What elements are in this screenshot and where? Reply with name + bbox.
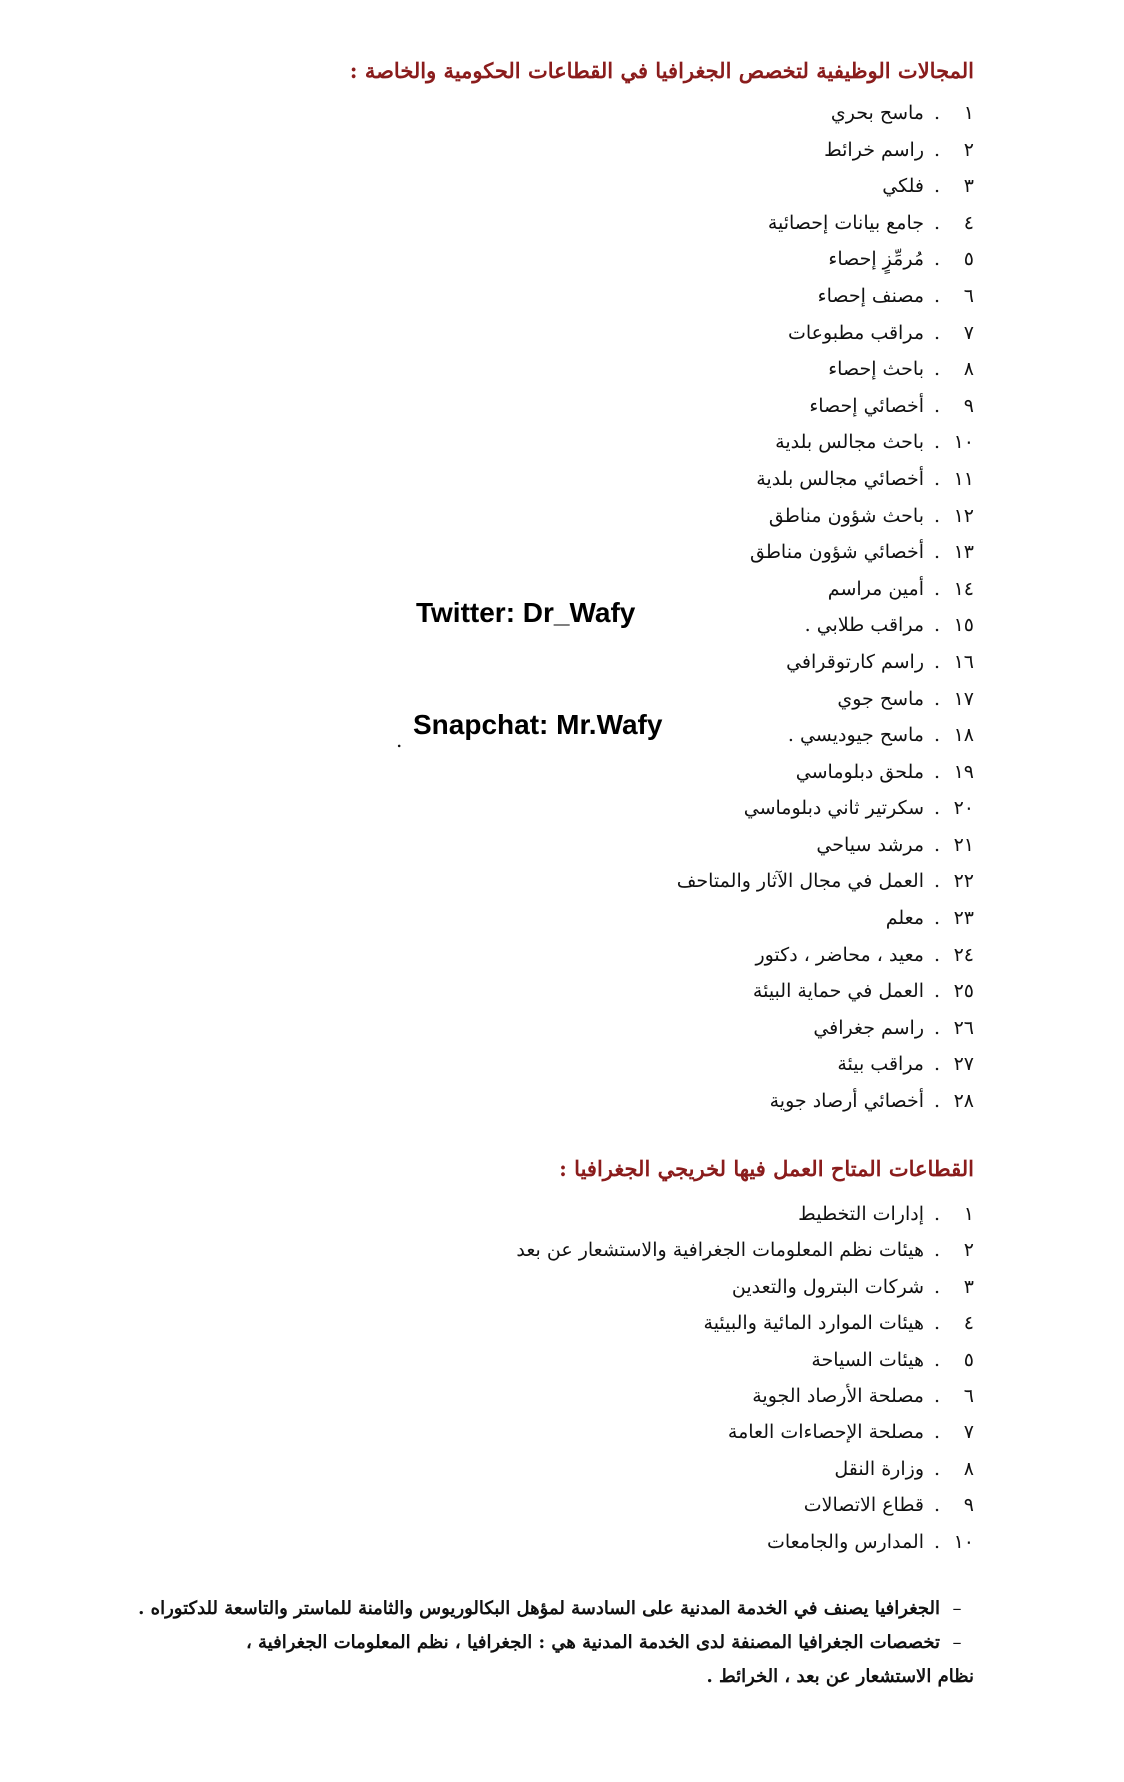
item-number: ١٩ xyxy=(953,760,974,783)
item-number: ١٦ xyxy=(953,650,974,673)
item-number: ٢٢ xyxy=(953,870,974,893)
item-number: ٢٦ xyxy=(953,1016,974,1039)
item-number: ٢٤ xyxy=(953,943,974,966)
item-text: سكرتير ثاني دبلوماسي xyxy=(743,797,924,820)
item-separator: . xyxy=(933,248,941,271)
list-item xyxy=(677,790,974,827)
item-separator: . xyxy=(933,175,941,198)
item-text: باحث شؤون مناطق xyxy=(768,504,924,527)
item-separator: . xyxy=(933,1421,941,1444)
list-item xyxy=(677,168,974,205)
list-item xyxy=(677,498,974,535)
item-text: المدارس والجامعات xyxy=(766,1530,924,1553)
item-number: ٢ xyxy=(963,138,974,161)
item-text: قطاع الاتصالات xyxy=(803,1494,924,1517)
section-2-heading: القطاعات المتاح العمل فيها لخريجي الجغرافيا : xyxy=(559,1156,974,1181)
note-specializations-continued: نظام الاستشعار عن بعد ، الخرائط . xyxy=(706,1666,974,1687)
item-separator: . xyxy=(933,541,941,564)
item-separator: . xyxy=(933,467,941,490)
item-number: ٧ xyxy=(963,321,974,344)
section-1-heading: المجالات الوظيفية لتخصص الجغرافيا في القطاعات الحكومية والخاصة : xyxy=(349,58,974,83)
list-item xyxy=(516,1342,974,1378)
item-separator: . xyxy=(933,1275,941,1298)
item-text: جامع بيانات إحصائية xyxy=(767,211,924,234)
item-separator: . xyxy=(933,1348,941,1371)
list-item xyxy=(677,278,974,315)
list-item xyxy=(516,1305,974,1341)
list-item xyxy=(516,1414,974,1450)
item-number: ٨ xyxy=(963,1457,974,1480)
item-text: مصنف إحصاء xyxy=(817,284,924,307)
item-text: راسم كارتوقرافي xyxy=(786,650,924,673)
item-text: إدارات التخطيط xyxy=(798,1203,924,1225)
item-separator: . xyxy=(933,1457,941,1480)
snapchat-handle: Snapchat: Mr.Wafy xyxy=(413,709,663,740)
item-number: ٥ xyxy=(963,248,974,271)
item-number: ٢٣ xyxy=(953,907,974,930)
item-separator: . xyxy=(933,1016,941,1039)
item-separator: . xyxy=(933,1312,941,1335)
item-number: ١٠ xyxy=(953,1530,974,1553)
stray-dot: . xyxy=(396,728,403,752)
item-text: مصلحة الإحصاءات العامة xyxy=(727,1421,924,1444)
item-number: ٤ xyxy=(963,1312,974,1335)
item-separator: . xyxy=(933,1053,941,1076)
item-text: هيئات نظم المعلومات الجغرافية والاستشعار عن بعد xyxy=(516,1239,924,1262)
item-text: ماسح جوي xyxy=(837,687,924,710)
item-number: ١٨ xyxy=(953,724,974,747)
item-separator: . xyxy=(933,358,941,381)
item-text: شركات البترول والتعدين xyxy=(731,1275,924,1298)
item-number: ١ xyxy=(963,1203,974,1225)
item-text: مراقب بيئة xyxy=(837,1053,924,1076)
sectors-list xyxy=(516,1196,974,1560)
list-item xyxy=(677,607,974,644)
item-number: ٤ xyxy=(963,211,974,234)
item-number: ٩ xyxy=(963,394,974,417)
item-number: ٢٥ xyxy=(953,980,974,1003)
list-item xyxy=(516,1451,974,1487)
item-number: ١٤ xyxy=(953,577,974,600)
list-item xyxy=(677,717,974,754)
item-text: ماسح جيوديسي . xyxy=(787,724,924,747)
item-separator: . xyxy=(933,687,941,710)
item-separator: . xyxy=(933,394,941,417)
item-number: ٢ xyxy=(963,1239,974,1262)
item-number: ٦ xyxy=(963,1384,974,1407)
list-item xyxy=(677,827,974,864)
item-text: راسم جغرافي xyxy=(813,1016,924,1039)
item-text: ماسح بحري xyxy=(830,102,924,124)
item-text: أخصائي شؤون مناطق xyxy=(749,541,924,564)
item-separator: . xyxy=(933,614,941,637)
item-text: مصلحة الأرصاد الجوية xyxy=(752,1384,924,1407)
twitter-handle: Twitter: Dr_Wafy xyxy=(416,597,636,628)
list-item xyxy=(677,937,974,974)
item-number: ٣ xyxy=(963,1275,974,1298)
item-number: ٥ xyxy=(963,1348,974,1371)
item-separator: . xyxy=(933,833,941,856)
list-item xyxy=(677,863,974,900)
item-separator: . xyxy=(933,870,941,893)
job-fields-list xyxy=(677,95,974,1120)
list-item xyxy=(677,754,974,791)
item-text: هيئات السياحة xyxy=(811,1348,924,1371)
item-separator: . xyxy=(933,211,941,234)
list-item xyxy=(516,1269,974,1305)
note-specializations-text: تخصصات الجغرافيا المصنفة لدى الخدمة المدنية هي : الجغرافيا ، نظم المعلومات الجغرافية ، xyxy=(245,1632,940,1653)
list-item xyxy=(677,205,974,242)
item-text: أخصائي أرصاد جوية xyxy=(769,1090,924,1113)
item-separator: . xyxy=(933,1203,941,1225)
list-item xyxy=(677,388,974,425)
item-number: ٢١ xyxy=(953,833,974,856)
item-separator: . xyxy=(933,431,941,454)
item-number: ٣ xyxy=(963,175,974,198)
list-item xyxy=(677,1010,974,1047)
list-item xyxy=(677,1083,974,1120)
item-number: ٨ xyxy=(963,358,974,381)
item-number: ٧ xyxy=(963,1421,974,1444)
note-dash: – xyxy=(952,1598,962,1619)
list-item xyxy=(516,1524,974,1560)
list-item xyxy=(516,1232,974,1268)
item-number: ٢٨ xyxy=(953,1090,974,1113)
item-separator: . xyxy=(933,504,941,527)
item-text: معلم xyxy=(885,907,924,930)
item-separator: . xyxy=(933,943,941,966)
list-item xyxy=(516,1378,974,1414)
list-item xyxy=(677,95,974,132)
item-separator: . xyxy=(933,724,941,747)
item-separator: . xyxy=(933,1384,941,1407)
list-item xyxy=(677,1046,974,1083)
item-separator: . xyxy=(933,102,941,124)
item-number: ١١ xyxy=(953,467,974,490)
item-text: أخصائي إحصاء xyxy=(809,394,924,417)
list-item xyxy=(516,1196,974,1232)
list-item xyxy=(677,644,974,681)
list-item xyxy=(677,973,974,1010)
list-item xyxy=(516,1487,974,1523)
item-number: ١٣ xyxy=(953,541,974,564)
item-separator: . xyxy=(933,577,941,600)
item-separator: . xyxy=(933,1494,941,1517)
item-text: ملحق دبلوماسي xyxy=(795,760,924,783)
list-item xyxy=(677,900,974,937)
item-text: راسم خرائط xyxy=(824,138,924,161)
item-separator: . xyxy=(933,1090,941,1113)
item-text: مراقب طلابي . xyxy=(804,614,924,637)
item-text: العمل في حماية البيئة xyxy=(752,980,924,1003)
item-number: ١ xyxy=(963,102,974,124)
list-item xyxy=(677,681,974,718)
item-text: فلكي xyxy=(882,175,924,198)
list-item xyxy=(677,351,974,388)
note-dash: – xyxy=(952,1632,962,1653)
item-separator: . xyxy=(933,138,941,161)
item-separator: . xyxy=(933,760,941,783)
item-separator: . xyxy=(933,284,941,307)
list-item xyxy=(677,571,974,608)
item-text: هيئات الموارد المائية والبيئية xyxy=(703,1312,924,1335)
item-number: ١٢ xyxy=(953,504,974,527)
item-number: ١٧ xyxy=(953,687,974,710)
item-separator: . xyxy=(933,321,941,344)
list-item xyxy=(677,424,974,461)
item-text: مرشد سياحي xyxy=(816,833,924,856)
note-grade-text: الجغرافيا يصنف في الخدمة المدنية على السادسة لمؤهل البكالوريوس والثامنة للماستر والتاسعة للدكتوراه . xyxy=(138,1598,940,1619)
list-item xyxy=(677,461,974,498)
item-text: باحث مجالس بلدية xyxy=(775,431,924,454)
item-number: ٦ xyxy=(963,284,974,307)
notes-block xyxy=(138,1592,974,1694)
list-item xyxy=(677,132,974,169)
item-text: وزارة النقل xyxy=(834,1457,924,1480)
item-separator: . xyxy=(933,907,941,930)
item-text: أمين مراسم xyxy=(827,577,924,600)
item-separator: . xyxy=(933,797,941,820)
item-text: العمل في مجال الآثار والمتاحف xyxy=(676,870,924,893)
item-number: ١٠ xyxy=(953,431,974,454)
item-text: مُرمِّزٍ إحصاء xyxy=(828,248,924,271)
note-grade xyxy=(138,1592,974,1626)
item-number: ٢٠ xyxy=(953,797,974,820)
list-item xyxy=(677,315,974,352)
item-separator: . xyxy=(933,650,941,673)
item-separator: . xyxy=(933,980,941,1003)
list-item xyxy=(677,241,974,278)
item-text: أخصائي مجالس بلدية xyxy=(756,467,924,490)
item-separator: . xyxy=(933,1239,941,1262)
item-text: معيد ، محاضر ، دكتور xyxy=(755,943,924,966)
item-separator: . xyxy=(933,1530,941,1553)
note-specializations xyxy=(138,1626,974,1660)
item-number: ١٥ xyxy=(953,614,974,637)
item-number: ٢٧ xyxy=(953,1053,974,1076)
item-number: ٩ xyxy=(963,1494,974,1517)
item-text: باحث إحصاء xyxy=(828,358,924,381)
item-text: مراقب مطبوعات xyxy=(787,321,924,344)
list-item xyxy=(677,534,974,571)
